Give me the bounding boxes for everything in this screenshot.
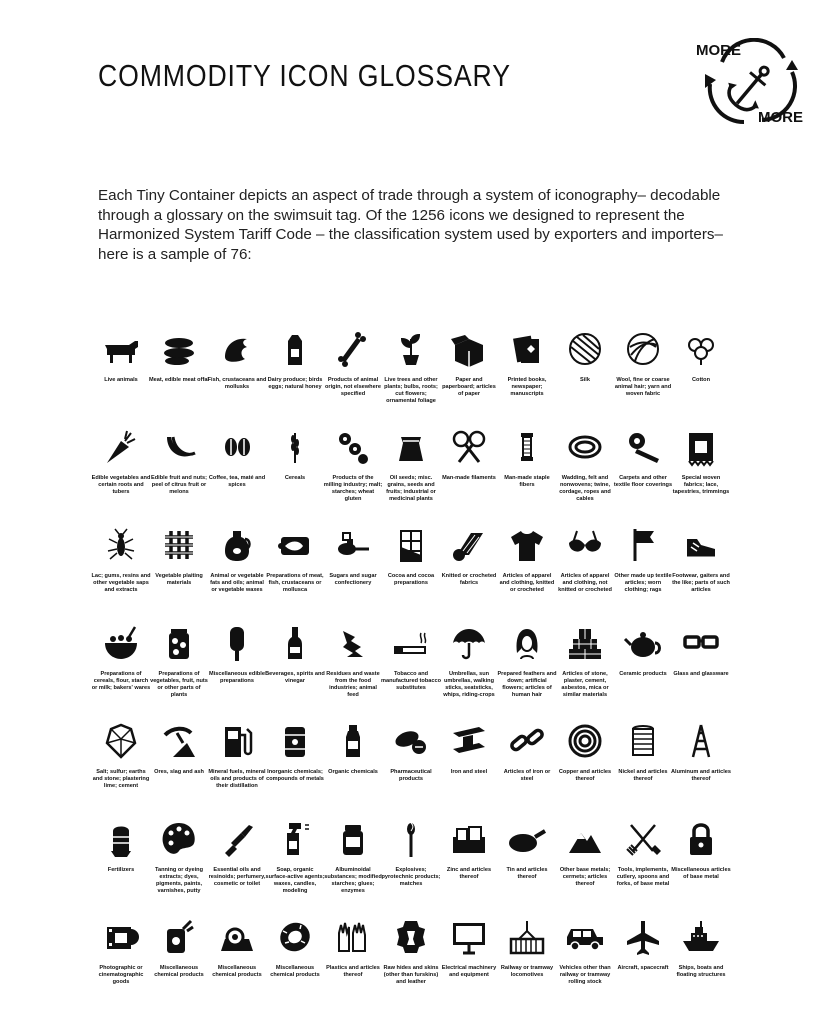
glossary-item [324,712,382,810]
glossary-item [556,418,614,516]
glossary-item [556,810,614,908]
flag-icon [621,523,665,567]
glossary-item-label: Articles of stone, plaster, cement, asbestos, mica or similar materials [561,671,609,698]
glossary-item-label: Live trees and other plants; bulbs, roots; cut flowers; ornamental foliage [384,377,438,404]
glossary-item-label: Miscellaneous chemical products [270,965,320,978]
sausages-icon [157,327,201,371]
bricks-icon [563,621,607,665]
glossary-item-label: Miscellaneous chemical products [212,965,262,978]
glossary-item-label: Other made up textile articles; worn clothing; rags [614,573,672,593]
glasses-icon [679,621,723,665]
lipstick-icon [215,817,259,861]
glossary-item-label: Pharmaceutical products [390,769,432,782]
popsicle-icon [215,621,259,665]
i-beam-icon [447,719,491,763]
wire-coil-icon [563,719,607,763]
glossary-item-label: Miscellaneous chemical products [154,965,204,978]
glossary-item [92,516,150,614]
glossary-item [498,516,556,614]
glossary-item-label: Man-made filaments [442,475,496,481]
glossary-item [382,516,440,614]
glossary-item-label: Explosives; pyrotechnic products; matches [381,867,441,887]
glossary-item-label: Electrical machinery and equipment [441,965,497,978]
cereal-bowl-icon [99,621,143,665]
glossary-item [498,614,556,712]
glossary-item [440,320,498,418]
glossary-item-label: Products of the milling industry; malt; starches; wheat gluten [323,475,383,502]
glossary-item [614,810,672,908]
pills-icon [389,719,433,763]
padlock-icon [679,817,723,861]
match-icon [389,817,433,861]
mountain-icon [563,817,607,861]
glossary-item [92,810,150,908]
glossary-item-label: Ores, slag and ash [154,769,204,775]
oil-jug-icon [215,523,259,567]
glossary-item [382,810,440,908]
glossary-item [150,908,208,1006]
glossary-item [556,908,614,1006]
film-roll-icon [99,915,143,959]
glue-jar-icon [331,817,375,861]
glossary-item-label: Iron and steel [450,769,488,775]
glossary-item-label: Dairy produce; birds eggs; natural honey [267,377,323,390]
seed-sack-icon [389,425,433,469]
silk-ball-icon [563,327,607,371]
tape-dispenser-icon [215,915,259,959]
glossary-item [150,712,208,810]
glossary-item-label: Umbrellas, sun umbrellas, walking sticks, seatsticks, whips, riding-crops [443,671,495,698]
glossary-item [382,712,440,810]
glossary-item-label: Cotton [691,377,711,383]
spray-bottle-icon [331,719,375,763]
weave-icon [157,523,201,567]
glossary-item-label: Edible vegetables and certain roots and tubers [91,475,151,495]
glossary-item [208,908,266,1006]
glossary-item-label: Vehicles other than railway or tramway rolling stock [559,965,611,985]
glossary-item [92,418,150,516]
milk-carton-icon [273,327,317,371]
glossary-item-label: Preparations of cereals, flour, starch or milk; bakers' wares [91,671,151,691]
airplane-icon [621,915,665,959]
glossary-item-label: Cereals [284,475,306,481]
glossary-item-label: Paper and paperboard; articles of paper [442,377,496,397]
fabric-roll-icon [447,523,491,567]
glossary-item [208,712,266,810]
more-more-logo [692,38,810,130]
glossary-item [324,908,382,1006]
glossary-item-label: Sugars and sugar confectionery [329,573,377,586]
coin-stack-icon [621,719,665,763]
pan-icon [505,817,549,861]
tire-icon [273,915,317,959]
glossary-item-label: Cocoa and cocoa preparations [387,573,435,586]
glossary-item-label: Aluminum and articles thereof [671,769,731,782]
tshirt-icon [505,523,549,567]
insect-icon [99,523,143,567]
glossary-item-label: Carpets and other textile floor coverings [613,475,673,488]
glossary-item [266,418,324,516]
glossary-item-label: Knitted or crocheted fabrics [441,573,497,586]
glossary-item [440,516,498,614]
suv-icon [563,915,607,959]
glossary-item [92,908,150,1006]
glossary-item-label: Ships, boats and floating structures [676,965,726,978]
glossary-item-label: Wool, fine or coarse animal hair; yarn and woven fabric [614,377,672,397]
glossary-item [208,516,266,614]
glossary-item-label: Vegetable plaiting materials [155,573,203,586]
glossary-item-label: Raw hides and skins (other than furskins) and leather [383,965,439,985]
glossary-item [672,516,730,614]
box-icon [447,327,491,371]
glossary-item-label: Tanning or dyeing extracts; dyes, pigments, paints, varnishes, putty [154,867,204,894]
glossary-item [208,614,266,712]
glossary-item-label: Articles of iron or steel [503,769,551,782]
glossary-item-label: Soap, organic surface-active agents; waxes, candles, modeling [265,867,325,894]
zinc-sheets-icon [447,817,491,861]
silo-icon [99,817,143,861]
bra-icon [563,523,607,567]
glossary-item [208,810,266,908]
glossary-item-label: Essential oils and resinoids; perfumery, cosmetic or toilet [208,867,266,887]
glossary-item [672,908,730,1006]
glossary-item [266,516,324,614]
glossary-item [614,614,672,712]
gloves-icon [331,915,375,959]
banana-icon [157,425,201,469]
glossary-item-label: Preparations of meat, fish, crustaceans or mollusca [266,573,324,593]
carrot-icon [99,425,143,469]
cotton-icon [679,327,723,371]
glossary-item-label: Live animals [104,377,138,383]
glossary-item [266,320,324,418]
glossary-item [208,418,266,516]
wheat-icon [273,425,317,469]
glossary-item-label: Animal or vegetable fats and oils; animal or vegetable waxes [210,573,264,593]
glossary-item [614,516,672,614]
glossary-item [92,614,150,712]
container-crane-icon [505,915,549,959]
glossary-item-label: Other base metals; cermets; articles thereof [559,867,611,887]
trigger-spray-icon [273,817,317,861]
glossary-item-label: Fertilizers [107,867,135,873]
glossary-item-label: Inorganic chemicals; compounds of metals [266,769,324,782]
shrimp-icon [215,327,259,371]
glossary-item-label: Beverages, spirits and vinegar [265,671,325,684]
glossary-item [324,614,382,712]
glossary-item-label: Albuminoidal substances; modified starches; glues; enzymes [324,867,382,894]
jar-icon [157,621,201,665]
glossary-item [498,908,556,1006]
glossary-item [150,516,208,614]
glossary-item [324,516,382,614]
glossary-item-label: Tin and articles thereof [506,867,548,880]
logo-text-top: MORE [696,42,741,59]
wig-head-icon [505,621,549,665]
glossary-item-label: Photographic or cinematographic goods [98,965,144,985]
glossary-item-label: Residues and waste from the food industries; animal feed [326,671,380,698]
glossary-item [266,908,324,1006]
coffee-bean-icon [215,425,259,469]
glossary-item [440,908,498,1006]
glossary-item-label: Preparations of vegetables, fruit, nuts or other parts of plants [150,671,208,698]
glossary-item-label: Glass and glassware [673,671,729,677]
glossary-item-label: Organic chemicals [328,769,378,775]
icon-glossary-grid [92,320,816,1006]
glossary-item [672,810,730,908]
glossary-item-label: Products of animal origin, not elsewhere specified [325,377,381,397]
glossary-item-label: Tools, implements, cutlery, spoons and forks, of base metal [616,867,670,887]
cow-icon [99,327,143,371]
glossary-item-label: Copper and articles thereof [558,769,612,782]
glossary-item-label: Miscellaneous edible preparations [209,671,265,684]
glossary-item [266,810,324,908]
glossary-item [498,418,556,516]
rackets-icon [447,425,491,469]
glossary-item [92,712,150,810]
glossary-item-label: Man-made staple fibers [504,475,550,488]
glossary-item-label: Ceramic products [619,671,667,677]
glossary-item [614,908,672,1006]
glossary-item-label: Wadding, felt and nonwovens; twine, cordage, ropes and cables [559,475,611,502]
glossary-item [498,320,556,418]
yarn-ball-icon [621,327,665,371]
logo-text-bottom: MORE [758,109,803,126]
glossary-item [672,614,730,712]
glossary-item-label: Edible fruit and nuts; peel of citrus fruit or melons [151,475,207,495]
glossary-item [324,810,382,908]
glossary-item [208,320,266,418]
glossary-item [614,712,672,810]
carpet-roll-icon [621,425,665,469]
sardine-can-icon [273,523,317,567]
glossary-item [556,320,614,418]
glossary-item-label: Salt; sulfur; earths and stone; plastering lime; cement [92,769,150,789]
glossary-item [614,418,672,516]
glossary-item [382,418,440,516]
glossary-item-label: Fish, crustaceans and mollusks [207,377,267,390]
glossary-item [440,614,498,712]
glossary-item-label: Special woven fabrics; lace, tapestries, trimmings [672,475,730,495]
glossary-item-label: Tobacco and manufactured tobacco substitutes [381,671,441,691]
glossary-item [440,712,498,810]
chemical-can-icon [157,915,201,959]
glossary-item-label: Mineral fuels, mineral oils and products of their distillation [208,769,266,789]
glossary-item [382,614,440,712]
potted-plant-icon [389,327,433,371]
rope-icon [563,425,607,469]
glossary-item [556,614,614,712]
umbrella-icon [447,621,491,665]
pickaxe-icon [157,719,201,763]
glossary-item [498,712,556,810]
glossary-item [382,908,440,1006]
bone-icon [331,327,375,371]
glossary-item [382,320,440,418]
glossary-item-label: Zinc and articles thereof [446,867,492,880]
spool-icon [505,425,549,469]
glossary-item-label: Nickel and articles thereof [618,769,668,782]
glossary-item-label: Printed books, newspaper; manuscripts [507,377,547,397]
glossary-item [324,418,382,516]
glossary-item [150,320,208,418]
peanut-icon [331,425,375,469]
glossary-item-label: Silk [580,377,590,383]
page-title: COMMODITY ICON GLOSSARY [98,58,511,93]
ship-icon [679,915,723,959]
sugar-spoon-icon [331,523,375,567]
glossary-item [150,810,208,908]
glossary-item-label: Articles of apparel and clothing, knitted or crocheted [499,573,555,593]
scraps-icon [331,621,375,665]
glossary-item-label: Oil seeds; misc. grains, seeds and fruits; industrial or medicinal plants [386,475,436,502]
intro-paragraph: Each Tiny Container depicts an aspect of trade through a system of iconography– decodable through a glossary on the swimsuit tag. Of the 1256 icons we designed to represent the Harmonized System Tariff Code – the classification system used by exporters and importers– here is a sample of 76: [98,187,723,263]
glossary-item [614,320,672,418]
glossary-item [672,320,730,418]
glossary-item [556,516,614,614]
glossary-item [556,712,614,810]
ladder-icon [679,719,723,763]
glossary-item [150,418,208,516]
teapot-icon [621,621,665,665]
glossary-item [150,614,208,712]
glossary-item [498,810,556,908]
glossary-item-label: Footwear, gaiters and the like; parts of such articles [672,573,730,593]
glossary-item-label: Prepared feathers and down; artificial flowers; articles of human hair [497,671,557,698]
palette-icon [157,817,201,861]
glossary-item [92,320,150,418]
glossary-item [440,418,498,516]
tapestry-icon [679,425,723,469]
sneaker-icon [679,523,723,567]
glossary-item [672,418,730,516]
books-icon [505,327,549,371]
crystal-icon [99,719,143,763]
shovel-rake-icon [621,817,665,861]
glossary-item [440,810,498,908]
glossary-item [266,614,324,712]
bottle-icon [273,621,317,665]
chocolate-icon [389,523,433,567]
glossary-item-label: Aircraft, spacecraft [617,965,669,971]
cigarette-icon [389,621,433,665]
glossary-item-label: Coffee, tea, maté and spices [208,475,266,488]
glossary-item-label: Railway or tramway locomotives [500,965,554,978]
glossary-item-label: Lac; gums, resins and other vegetable saps and extracts [91,573,151,593]
barrel-icon [273,719,317,763]
glossary-item-label: Plastics and articles thereof [326,965,380,978]
glossary-item-label: Articles of apparel and clothing, not knitted or crocheted [558,573,612,593]
fuel-pump-icon [215,719,259,763]
glossary-item [266,712,324,810]
hide-icon [389,915,433,959]
glossary-item [324,320,382,418]
monitor-icon [447,915,491,959]
glossary-item [672,712,730,810]
chain-icon [505,719,549,763]
glossary-item-label: Meat, edible meat offal [149,377,209,383]
glossary-item-label: Miscellaneous articles of base metal [671,867,731,880]
